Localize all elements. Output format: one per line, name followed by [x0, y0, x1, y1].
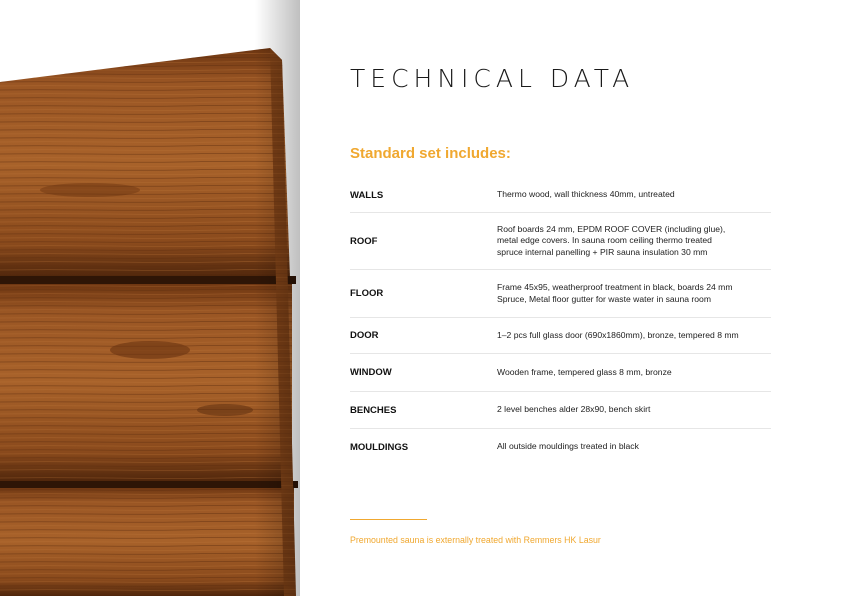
spec-row-floor [350, 270, 771, 318]
spec-row-door [350, 318, 771, 354]
spec-value: Wooden frame, tempered glass 8 mm, bronze [497, 366, 672, 377]
spec-row-mouldings [350, 429, 771, 465]
spec-table [350, 178, 771, 465]
spec-row-window [350, 354, 771, 392]
wood-boards-image [0, 0, 300, 596]
spec-value: Roof boards 24 mm, EPDM ROOF COVER (including glue), metal edge covers. In sauna room ceiling thermo treated spruce internal panelling + PIR sauna insulation 30 mm [497, 223, 726, 257]
spec-value: 1–2 pcs full glass door (690x1860mm), bronze, tempered 8 mm [497, 329, 739, 340]
spec-label: ROOF [350, 235, 378, 247]
spec-row-walls [350, 178, 771, 213]
section-subtitle: Standard set includes: [350, 145, 511, 162]
spec-label: FLOOR [350, 288, 384, 299]
spec-label: BENCHES [350, 404, 397, 416]
spec-label: WALLS [350, 189, 384, 201]
spec-value: Thermo wood, wall thickness 40mm, untreated [497, 189, 675, 200]
spec-row-benches [350, 392, 771, 429]
page-title: TECHNICAL DATA [350, 64, 635, 93]
spec-label: DOOR [350, 330, 379, 341]
spec-value: Frame 45x95, weatherproof treatment in black, boards 24 mm Spruce, Metal floor gutter for waste water in sauna room [497, 282, 733, 304]
spec-value: 2 level benches alder 28x90, bench skirt [497, 404, 651, 415]
spec-label: MOULDINGS [350, 441, 409, 453]
spec-label: WINDOW [350, 367, 392, 378]
spec-row-roof [350, 213, 771, 270]
accent-divider [350, 519, 427, 520]
footnote: Premounted sauna is externally treated with Remmers HK Lasur [350, 535, 601, 545]
spec-value: All outside mouldings treated in black [497, 441, 639, 452]
